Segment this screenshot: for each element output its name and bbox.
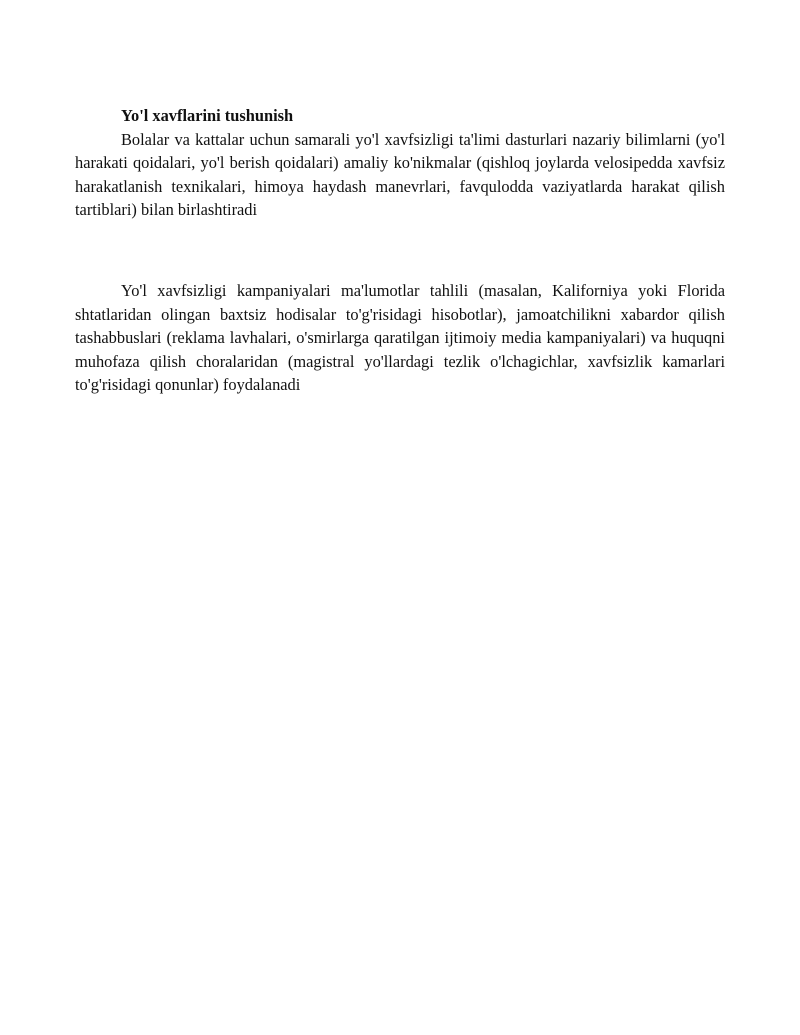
paragraph-education-programs: Bolalar va kattalar uchun samarali yo'l xavfsizligi ta'limi dasturlari nazariy bilimlarni (yo'l harakati qoidalari, yo'l berish qoidalari) amaliy ko'nikmalar (qishloq joylarda velosipedda xavfsiz harakatlanish texnikalari, himoya haydash manevrlari, favqulodda vaziyatlarda harakat qilish tartiblari) bilan birlashtiradi: [75, 129, 725, 220]
section-heading: Yo'l xavflarini tushunish: [121, 106, 294, 125]
paragraph-spacer: [75, 222, 725, 279]
paragraph-safety-campaigns: Yo'l xavfsizligi kampaniyalari ma'lumotlar tahlili (masalan, Kaliforniya yoki Florida shtatlaridan olingan baxtsiz hodisalar to'g'risidagi hisobotlar), jamoatchilikni xabardor qilish tashabbuslari (reklama lavhalari, o'smirlarga qaratilgan ijtimoiy media kampaniyalari) va huquqni muhofaza qilish choralaridan (magistral yo'llardagi tezlik o'lchagichlar, xavfsizlik kamarlari to'g'risidagi qonunlar) foydalanadi: [75, 280, 725, 395]
